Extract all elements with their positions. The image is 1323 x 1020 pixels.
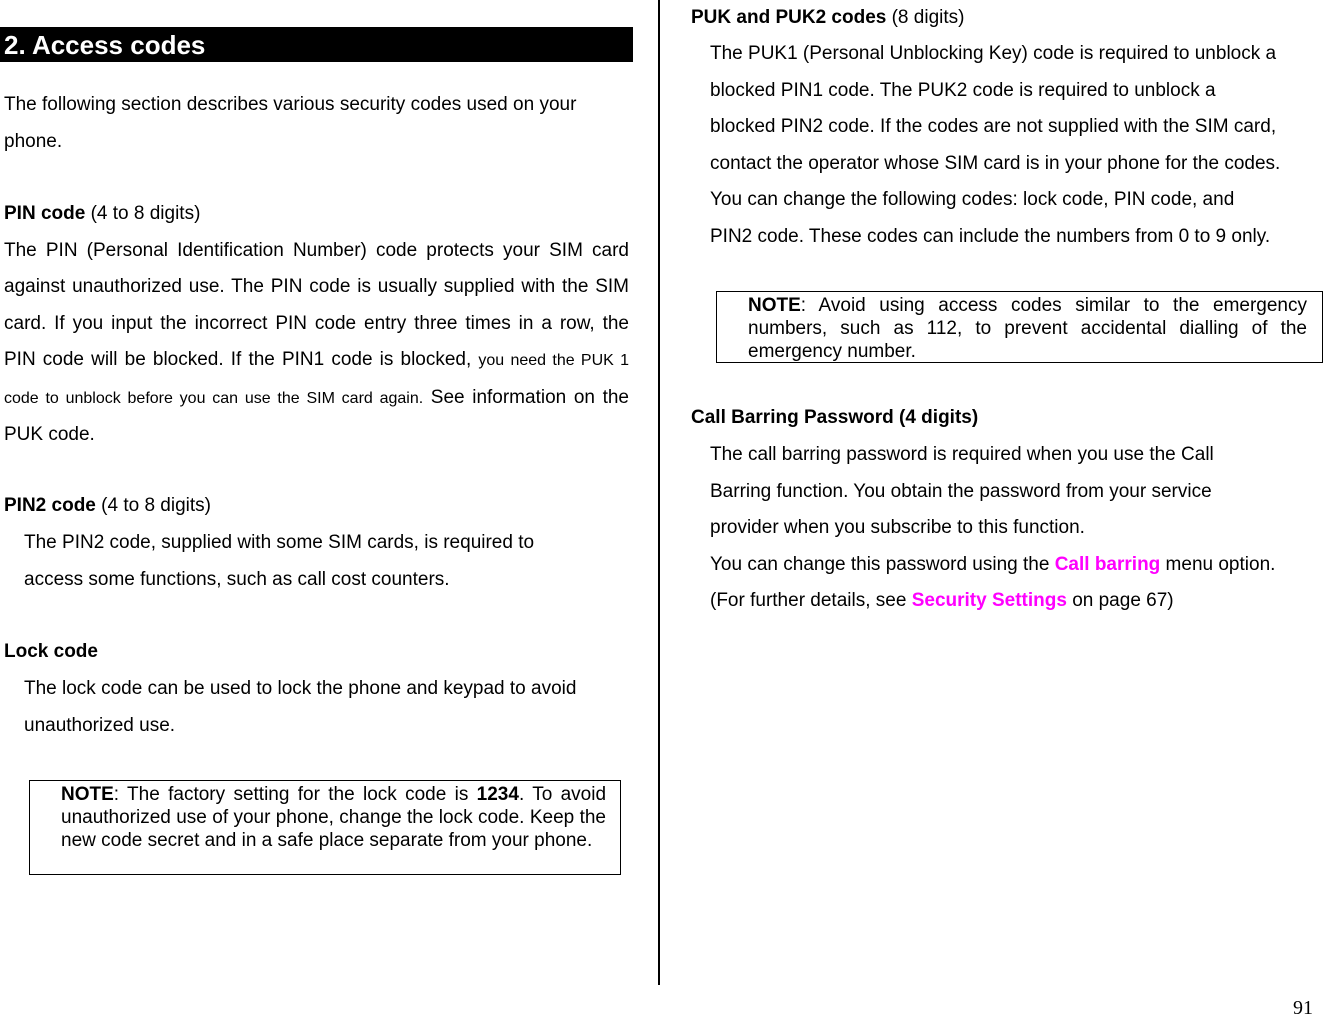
pin-code-digits: (4 to 8 digits) xyxy=(85,203,201,224)
pin-code-body-small: you need the PUK 1 code to unblock before you can use the SIM card again. xyxy=(4,352,629,407)
section-title: 2. Access codes xyxy=(0,27,633,62)
lock-code-body: The lock code can be used to lock the phone and keypad to avoid unauthorized use. xyxy=(24,678,577,736)
note-text: : The factory setting for the lock code is xyxy=(113,784,477,805)
barring-line xyxy=(710,583,1323,620)
note-text: : Avoid using access codes similar to the emergency numbers, such as 112, to prevent accidental dialling of the emergency number. xyxy=(748,295,1307,362)
puk-line: contact the operator whose SIM card is in your phone for the codes. xyxy=(710,152,1281,174)
barring-line xyxy=(710,547,1323,584)
emergency-note xyxy=(716,291,1323,363)
pin-code-section xyxy=(4,196,629,454)
security-settings-link[interactable]: Security Settings xyxy=(911,590,1067,611)
puk-body xyxy=(710,36,1323,255)
barring-line: Barring function. You obtain the password from your service xyxy=(710,480,1212,502)
pin2-code-body: The PIN2 code, supplied with some SIM cards, is required to access some functions, such as call cost counters. xyxy=(24,532,535,590)
lock-code-heading: Lock code xyxy=(4,641,98,662)
puk-line: PIN2 code. These codes can include the numbers from 0 to 9 only. xyxy=(710,225,1271,247)
pin2-code-heading: PIN2 code xyxy=(4,495,96,516)
lock-code-note xyxy=(29,780,621,875)
pin-code-body: The PIN (Personal Identification Number) code protects your SIM card against unauthorized use. The PIN code is usually supplied with the SIM card. If you input the incorrect PIN code entry three times in a row, the PIN code will be blocked. If the PIN1 code is blocked, xyxy=(4,239,629,370)
puk-line: blocked PIN2 code. If the codes are not supplied with the SIM card, xyxy=(710,116,1277,137)
lock-code-heading-line xyxy=(4,634,629,671)
barring-line-text: menu option. xyxy=(1160,553,1276,575)
column-divider xyxy=(658,0,660,985)
puk-digits: (8 digits) xyxy=(886,7,965,28)
barring-heading-line xyxy=(691,400,1321,437)
barring-line-text: You can change this password using the xyxy=(710,553,1055,575)
page-number: 91 xyxy=(1293,997,1313,1019)
barring-line-text: (For further details, see xyxy=(710,590,912,611)
barring-line-text: on page 67) xyxy=(1066,590,1174,611)
factory-code: 1234 xyxy=(476,784,519,805)
pin2-code-digits: (4 to 8 digits) xyxy=(95,495,211,516)
note-label: NOTE xyxy=(748,295,801,316)
pin2-code-heading-line xyxy=(4,488,629,525)
intro-paragraph: The following section describes various security codes used on your phone. xyxy=(4,94,577,152)
puk-line: The PUK1 (Personal Unblocking Key) code is required to unblock a xyxy=(710,43,1277,64)
note-text-end: . To avoid unauthorized use of your phone, change the lock code. Keep the new code secret and in a safe place separate from your phone. xyxy=(61,784,607,851)
barring-heading: Call Barring Password (4 digits) xyxy=(691,407,979,428)
barring-line: provider when you subscribe to this function. xyxy=(710,517,1085,538)
call-barring-link[interactable]: Call barring xyxy=(1054,553,1161,575)
puk-heading: PUK and PUK2 codes xyxy=(691,7,887,28)
barring-line: The call barring password is required when you use the Call xyxy=(710,444,1214,465)
pin-code-heading: PIN code xyxy=(4,203,86,224)
puk-line: You can change the following codes: lock code, PIN code, and xyxy=(710,189,1235,210)
puk-heading-line xyxy=(691,0,1321,37)
note-label: NOTE xyxy=(61,784,114,805)
puk-line: blocked PIN1 code. The PUK2 code is required to unblock a xyxy=(710,79,1216,101)
pin-code-body-end: See information on the PUK code. xyxy=(4,386,629,445)
barring-body xyxy=(710,437,1323,620)
